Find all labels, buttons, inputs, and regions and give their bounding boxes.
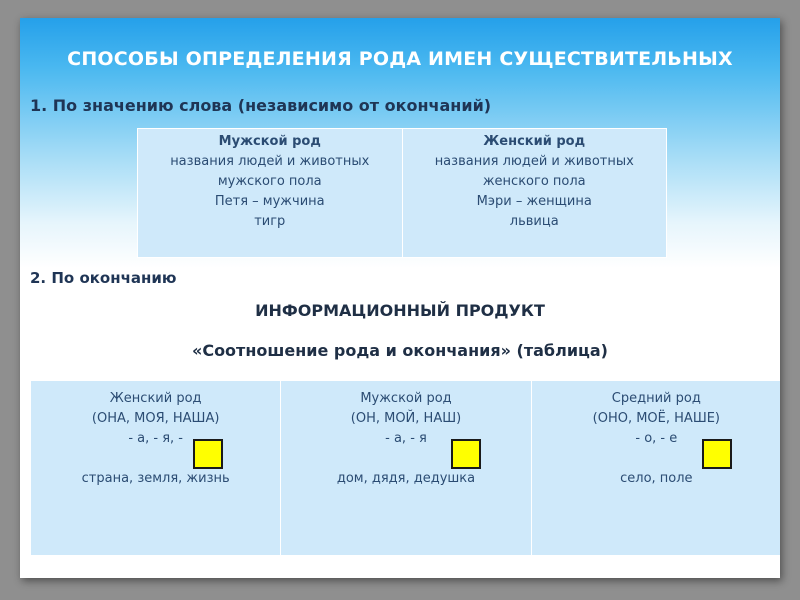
empty-ending-box: [451, 439, 481, 469]
cell-endings: - а, - я, -: [128, 431, 183, 446]
section-heading-ending: 2. По окончанию: [30, 269, 177, 287]
cell-header: Средний род: [611, 391, 701, 406]
cell-line: названия людей и животных: [434, 154, 634, 169]
cell-examples: дом, дядя, дедушка: [336, 471, 476, 486]
table-caption: «Соотношение рода и окончания» (таблица): [191, 341, 608, 360]
table-cell-feminine-ending: [31, 381, 281, 556]
section-heading-meaning: 1. По значению слова (независимо от окончаний): [30, 96, 492, 115]
empty-ending-box: [702, 439, 732, 469]
info-product-title: ИНФОРМАЦИОННЫЙ ПРОДУКТ: [255, 301, 545, 320]
cell-header: Мужской род: [218, 134, 321, 149]
table-cell-neuter-ending: [531, 381, 780, 556]
cell-line: названия людей и животных: [170, 154, 370, 169]
cell-line: женского пола: [482, 174, 586, 189]
gender-by-ending-table: [30, 380, 780, 556]
table-cell-masculine-ending: [281, 381, 531, 556]
slide: [20, 18, 780, 578]
table-cell-feminine: [402, 129, 667, 258]
cell-pronouns: (ОНО, МОЁ, НАШЕ): [592, 411, 720, 426]
cell-examples: страна, земля, жизнь: [81, 471, 230, 486]
cell-header: Мужской род: [360, 391, 452, 406]
cell-line: Петя – мужчина: [214, 194, 325, 209]
cell-line: львица: [509, 214, 559, 229]
cell-header: Женский род: [483, 134, 586, 149]
cell-header: Женский род: [109, 391, 202, 406]
slide-title: СПОСОБЫ ОПРЕДЕЛЕНИЯ РОДА ИМЕН СУЩЕСТВИТЕЛЬНЫХ: [67, 48, 733, 70]
cell-line: тигр: [254, 214, 286, 229]
cell-line: Мэри – женщина: [476, 194, 592, 209]
cell-endings: - а, - я: [385, 431, 427, 446]
cell-line: мужского пола: [217, 174, 322, 189]
cell-endings: - о, - е: [635, 431, 678, 446]
cell-examples: село, поле: [620, 471, 693, 486]
empty-ending-box: [193, 439, 223, 469]
cell-pronouns: (ОНА, МОЯ, НАША): [91, 411, 220, 426]
cell-pronouns: (ОН, МОЙ, НАШ): [350, 411, 462, 426]
table-cell-masculine: [138, 129, 403, 258]
gender-by-meaning-table: [137, 128, 667, 258]
